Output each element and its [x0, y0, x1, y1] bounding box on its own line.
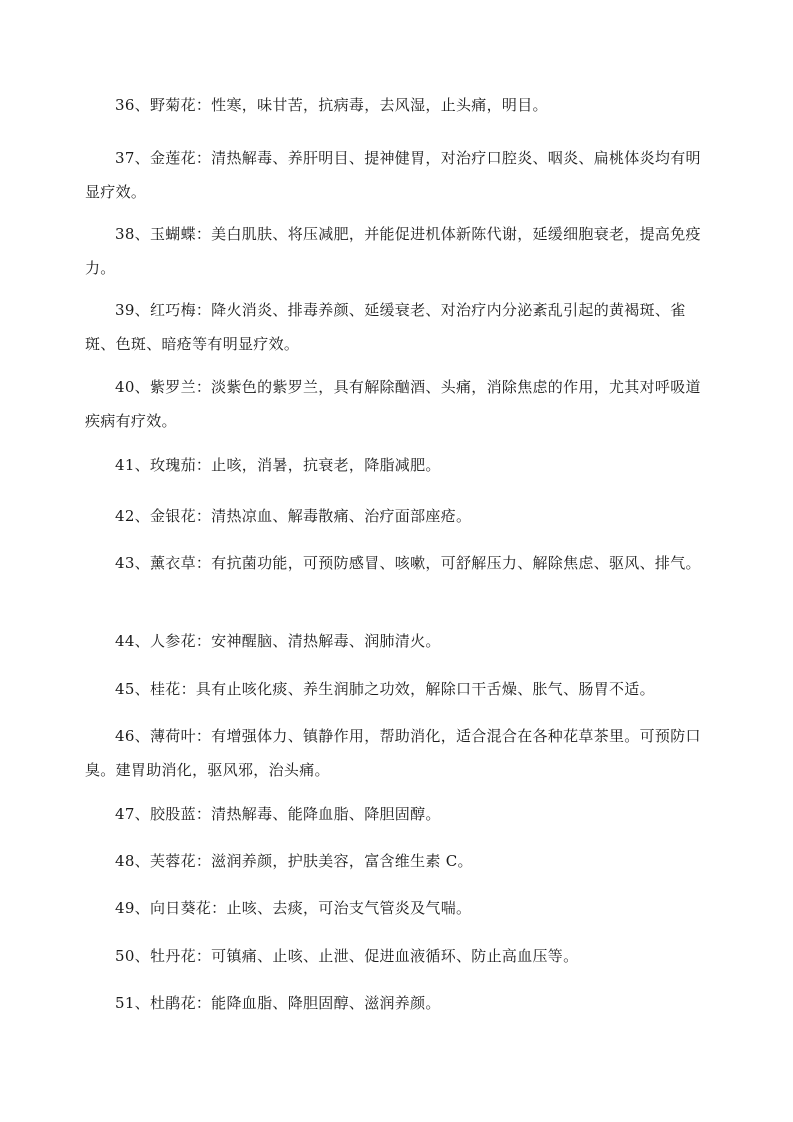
entry-38: 38、玉蝴蝶：美白肌肤、将压减肥，并能促进机体新陈代谢，延缓细胞衰老，提高免疫力。: [85, 225, 701, 277]
entry-48: 48、芙蓉花：滋润养颜，护肤美容，富含维生素 C。: [115, 852, 473, 870]
entry-36: 36、野菊花：性寒，味甘苦，抗病毒，去风湿，止头痛，明目。: [115, 96, 548, 114]
entry-49: 49、向日葵花：止咳、去痰，可治支气管炎及气喘。: [115, 899, 472, 917]
entry-43: 43、薰衣草：有抗菌功能，可预防感冒、咳嗽，可舒解压力、解除焦虑、驱风、排气。: [115, 554, 701, 572]
entry-42: 42、金银花：清热凉血、解毒散痛、治疗面部座疮。: [115, 507, 472, 525]
entry-39: 39、红巧梅：降火消炎、排毒养颜、延缓衰老、对治疗内分泌紊乱引起的黄褐斑、雀斑、色斑、暗疮等有明显疗效。: [85, 301, 686, 353]
entry-50: 50、牡丹花：可镇痛、止咳、止泄、促进血液循环、防止高血压等。: [115, 947, 579, 965]
entry-41: 41、玫瑰茄：止咳，消暑，抗衰老，降脂减肥。: [115, 456, 441, 474]
entry-44: 44、人参花：安神醒脑、清热解毒、润肺清火。: [115, 632, 441, 650]
entry-45: 45、桂花：具有止咳化痰、养生润肺之功效，解除口干舌燥、胀气、肠胃不适。: [115, 680, 655, 698]
entry-51: 51、杜鹃花：能降血脂、降胆固醇、滋润养颜。: [115, 994, 441, 1012]
entry-40: 40、紫罗兰：淡紫色的紫罗兰，具有解除酗酒、头痛，消除焦虑的作用，尤其对呼吸道疾病有疗效。: [85, 378, 701, 430]
entry-47: 47、胶股蓝：清热解毒、能降血脂、降胆固醇。: [115, 805, 441, 823]
entry-37: 37、金莲花：清热解毒、养肝明目、提神健胃，对治疗口腔炎、咽炎、扁桃体炎均有明显疗效。: [85, 149, 701, 201]
entry-46: 46、薄荷叶：有增强体力、镇静作用，帮助消化，适合混合在各种花草茶里。可预防口臭。建胃助消化，驱风邪，治头痛。: [85, 727, 701, 779]
